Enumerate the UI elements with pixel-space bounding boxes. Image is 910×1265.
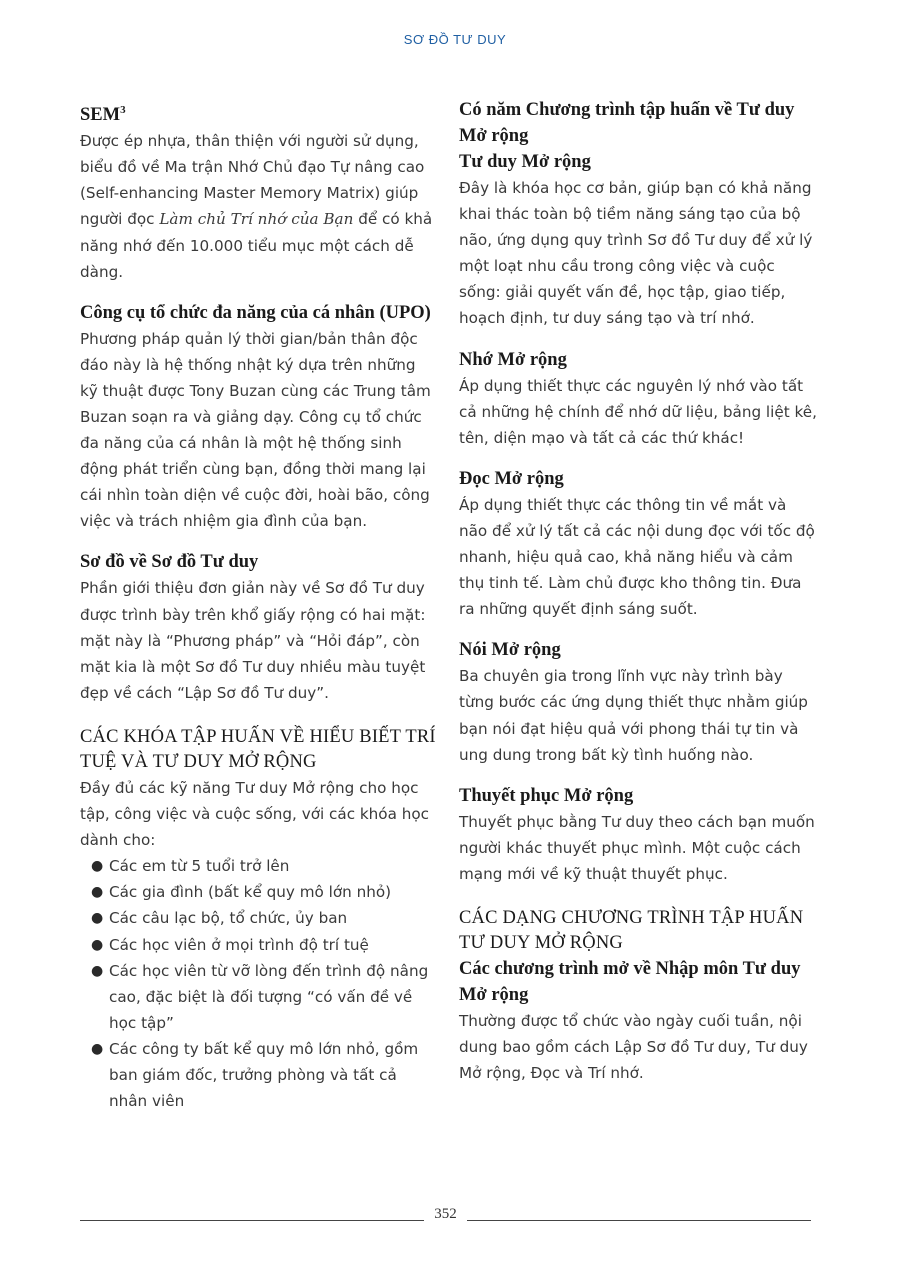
page-number: 352	[434, 1206, 457, 1222]
program-forms-heading: CÁC DẠNG CHƯƠNG TRÌNH TẬP HUẤN TƯ DUY MỞ RỘNG	[459, 907, 804, 953]
audience-list	[80, 853, 438, 1114]
sem-heading: SEM$^3$	[80, 104, 126, 126]
bullet-icon: ●	[91, 884, 104, 901]
right-column	[459, 97, 817, 1086]
footer-rule-right	[467, 1220, 811, 1221]
upo-body: Phương pháp quản lý thời gian/bản thân độc đáo này là hệ thống nhật ký dựa trên những kỹ thuật được Tony Buzan cùng các Trung tâm Buzan soạn ra và giảng dạy. Công cụ tổ chức đa năng của cá nhân là một hệ thống sinh động phát triển cùng bạn, đồng thời mang lại cái nhìn toàn diện về cuộc đời, hoài bão, công việc và trách nhiệm gia đình của bạn.	[80, 329, 431, 531]
persuasion-body: Thuyết phục bằng Tư duy theo cách bạn muốn người khác thuyết phục mình. Một cuộc cách mạng mới về kỹ thuật thuyết phục.	[459, 812, 815, 883]
list-item: ● Các em từ 5 tuổi trở lên	[80, 853, 438, 879]
memory-heading: Nhớ Mở rộng	[459, 349, 567, 370]
open-programs-body: Thường được tổ chức vào ngày cuối tuần, nội dung bao gồm cách Lập Sơ đồ Tư duy, Tư duy Mở rộng, Đọc và Trí nhớ.	[459, 1011, 808, 1083]
list-item: ● Các công ty bất kể quy mô lớn nhỏ, gồm ban giám đốc, trưởng phòng và tất cả nhân viên	[80, 1036, 438, 1114]
list-item: ● Các gia đình (bất kể quy mô lớn nhỏ)	[80, 879, 438, 905]
list-item: ● Các học viên từ vỡ lòng đến trình độ nâng cao, đặc biệt là đối tượng “có vấn đề về học tập”	[80, 958, 438, 1036]
bullet-icon: ●	[91, 910, 104, 927]
list-item: ● Các câu lạc bộ, tổ chức, ủy ban	[80, 905, 438, 931]
bullet-icon: ●	[91, 936, 104, 953]
courses-body: Đầy đủ các kỹ năng Tư duy Mở rộng cho học tập, công việc và cuộc sống, với các khóa học dành cho:	[80, 778, 429, 850]
sem-body: Được ép nhựa, thân thiện với người sử dụng, biểu đồ về Ma trận Nhớ Chủ đạo Tự nâng cao (Self-enhancing Master Memory Matrix) giúp người đọc Làm chủ Trí nhớ của Bạn để có khả năng nhớ đến 10.000 tiểu mục một cách dễ dàng.	[80, 132, 433, 281]
bullet-icon: ●	[91, 1040, 104, 1057]
reading-heading: Đọc Mở rộng	[459, 468, 564, 489]
speaking-heading: Nói Mở rộng	[459, 640, 561, 661]
running-head: SƠ ĐỒ TƯ DUY	[403, 32, 507, 47]
footer-rule-left	[80, 1220, 424, 1221]
reading-body: Áp dụng thiết thực các thông tin về mắt và não để xử lý tất cả các nội dung đọc với tốc độ nhanh, hiệu quả cao, khả năng hiểu và cảm thụ tinh tế. Làm chủ được kho thông tin. Đưa ra những quyết định sáng suốt.	[459, 495, 815, 619]
mindmap-body: Phần giới thiệu đơn giản này về Sơ đồ Tư duy được trình bày trên khổ giấy rộng có hai mặt: mặt này là “Phương pháp” và “Hỏi đáp”, còn mặt kia là một Sơ đồ Tư duy nhiều màu tuyệt đẹp về cách “Lập Sơ đồ Tư duy”.	[80, 579, 426, 702]
memory-body: Áp dụng thiết thực các nguyên lý nhớ vào tất cả những hệ chính để nhớ dữ liệu, bảng liệt kê, tên, diện mạo và tất cả các thứ khác!	[459, 376, 817, 447]
persuasion-heading: Thuyết phục Mở rộng	[459, 785, 634, 806]
expanded-thinking-body: Đây là khóa học cơ bản, giúp bạn có khả năng khai thác toàn bộ tiềm năng sáng tạo của bộ não, ứng dụng quy trình Sơ đồ Tư duy để xử lý một loạt nhu cầu trong công việc và cuộc sống: giải quyết vấn đề, học tập, giao tiếp, hoạch định, tư duy sáng tạo và trí nhớ.	[459, 179, 813, 328]
expanded-thinking-heading: Tư duy Mở rộng	[459, 152, 591, 172]
open-programs-heading: Các chương trình mở về Nhập môn Tư duy Mở rộng	[459, 958, 801, 1005]
bullet-icon: ●	[91, 962, 104, 979]
mindmap-heading: Sơ đồ về Sơ đồ Tư duy	[80, 552, 259, 573]
left-column	[80, 97, 438, 1114]
page-footer	[80, 1205, 811, 1225]
bullet-icon: ●	[91, 858, 104, 875]
upo-heading: Công cụ tổ chức đa năng của cá nhân (UPO)	[80, 302, 431, 323]
five-programs-heading: Có năm Chương trình tập huấn về Tư duy Mở rộng	[459, 100, 795, 146]
speaking-body: Ba chuyên gia trong lĩnh vực này trình bày từng bước các ứng dụng thiết thực nhằm giúp bạn nói đạt hiệu quả với phong thái tự tin và ung dung trong bất kỳ tình huống nào.	[459, 667, 808, 764]
list-item: ● Các học viên ở mọi trình độ trí tuệ	[80, 932, 438, 958]
courses-heading: CÁC KHÓA TẬP HUẤN VỀ HIỂU BIẾT TRÍ TUỆ VÀ TƯ DUY MỞ RỘNG	[80, 726, 436, 772]
